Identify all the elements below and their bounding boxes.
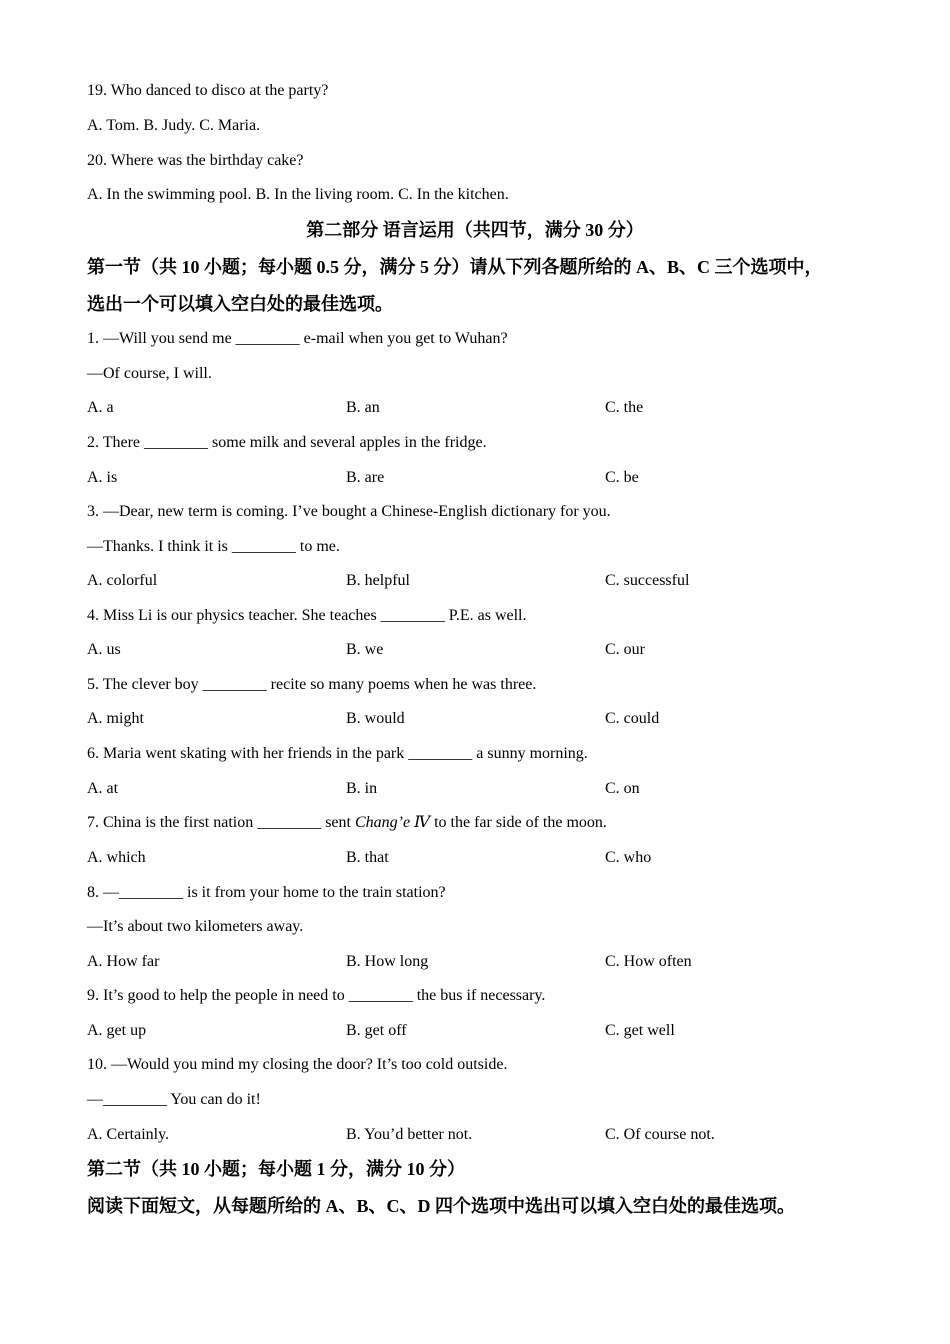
part-two-title: 第二部分 语言运用（共四节，满分 30 分） bbox=[306, 220, 644, 240]
section-one-instruction-line2: 选出一个可以填入空白处的最佳选项。 bbox=[87, 294, 393, 314]
question-10-reply: —________ You can do it! bbox=[87, 1091, 261, 1108]
question-10-option-a: A. Certainly. bbox=[87, 1126, 170, 1143]
question-1-option-b: B. an bbox=[346, 399, 380, 416]
question-5-option-c: C. could bbox=[605, 710, 660, 727]
question-20-options: A. In the swimming pool. B. In the living room. C. In the kitchen. bbox=[87, 186, 509, 203]
question-10-stem: 10. —Would you mind my closing the door? It’s too cold outside. bbox=[87, 1056, 508, 1073]
question-20: 20. Where was the birthday cake? bbox=[87, 152, 304, 169]
question-3-reply: —Thanks. I think it is ________ to me. bbox=[87, 538, 340, 555]
question-1-reply: —Of course, I will. bbox=[87, 365, 212, 382]
section-two-instruction: 阅读下面短文，从每题所给的 A、B、C、D 四个选项中选出可以填入空白处的最佳选项。 bbox=[87, 1196, 795, 1216]
question-7-stem bbox=[87, 813, 607, 833]
question-4-option-b: B. we bbox=[346, 641, 384, 658]
question-9-stem: 9. It’s good to help the people in need to ________ the bus if necessary. bbox=[87, 987, 546, 1004]
question-6-option-c: C. on bbox=[605, 780, 640, 797]
question-7-text-before: 7. China is the first nation ________ sent bbox=[87, 814, 355, 831]
question-9-option-a: A. get up bbox=[87, 1022, 147, 1039]
question-3-option-b: B. helpful bbox=[346, 572, 410, 589]
question-5-option-a: A. might bbox=[87, 710, 144, 727]
question-2-stem: 2. There ________ some milk and several apples in the fridge. bbox=[87, 434, 487, 451]
question-1-option-a: A. a bbox=[87, 399, 114, 416]
question-10-option-c: C. Of course not. bbox=[605, 1126, 715, 1143]
section-one-instruction-line1: 第一节（共 10 小题；每小题 0.5 分，满分 5 分）请从下列各题所给的 A、B、C 三个选项中， bbox=[87, 257, 823, 277]
question-1-option-c: C. the bbox=[605, 399, 644, 416]
question-2-option-a: A. is bbox=[87, 469, 118, 486]
section-two-heading: 第二节（共 10 小题；每小题 1 分，满分 10 分） bbox=[87, 1159, 465, 1179]
question-9-option-c: C. get well bbox=[605, 1022, 675, 1039]
question-10-option-b: B. You’d better not. bbox=[346, 1126, 473, 1143]
question-4-option-a: A. us bbox=[87, 641, 121, 658]
question-8-stem: 8. —________ is it from your home to the train station? bbox=[87, 884, 446, 901]
question-19: 19. Who danced to disco at the party? bbox=[87, 82, 329, 99]
question-8-option-c: C. How often bbox=[605, 953, 692, 970]
question-4-stem: 4. Miss Li is our physics teacher. She teaches ________ P.E. as well. bbox=[87, 607, 527, 624]
question-3-stem: 3. —Dear, new term is coming. I’ve bought a Chinese-English dictionary for you. bbox=[87, 503, 611, 520]
question-7-option-c: C. who bbox=[605, 849, 652, 866]
question-5-option-b: B. would bbox=[346, 710, 405, 727]
question-4-option-c: C. our bbox=[605, 641, 645, 658]
question-6-option-b: B. in bbox=[346, 780, 378, 797]
question-8-option-b: B. How long bbox=[346, 953, 429, 970]
question-1-stem: 1. —Will you send me ________ e-mail when you get to Wuhan? bbox=[87, 330, 508, 347]
question-5-stem: 5. The clever boy ________ recite so many poems when he was three. bbox=[87, 676, 537, 693]
question-7-text-after: to the far side of the moon. bbox=[430, 814, 607, 831]
question-19-options: A. Tom. B. Judy. C. Maria. bbox=[87, 117, 261, 134]
question-8-option-a: A. How far bbox=[87, 953, 160, 970]
question-7-probe-name: Chang’e Ⅳ bbox=[354, 814, 431, 831]
question-6-option-a: A. at bbox=[87, 780, 119, 797]
question-7-option-a: A. which bbox=[87, 849, 146, 866]
question-2-option-c: C. be bbox=[605, 469, 639, 486]
question-8-reply: —It’s about two kilometers away. bbox=[87, 918, 304, 935]
question-9-option-b: B. get off bbox=[346, 1022, 407, 1039]
question-6-stem: 6. Maria went skating with her friends in the park ________ a sunny morning. bbox=[87, 745, 588, 762]
question-2-option-b: B. are bbox=[346, 469, 385, 486]
question-3-option-c: C. successful bbox=[605, 572, 690, 589]
question-3-option-a: A. colorful bbox=[87, 572, 158, 589]
question-7-option-b: B. that bbox=[346, 849, 389, 866]
